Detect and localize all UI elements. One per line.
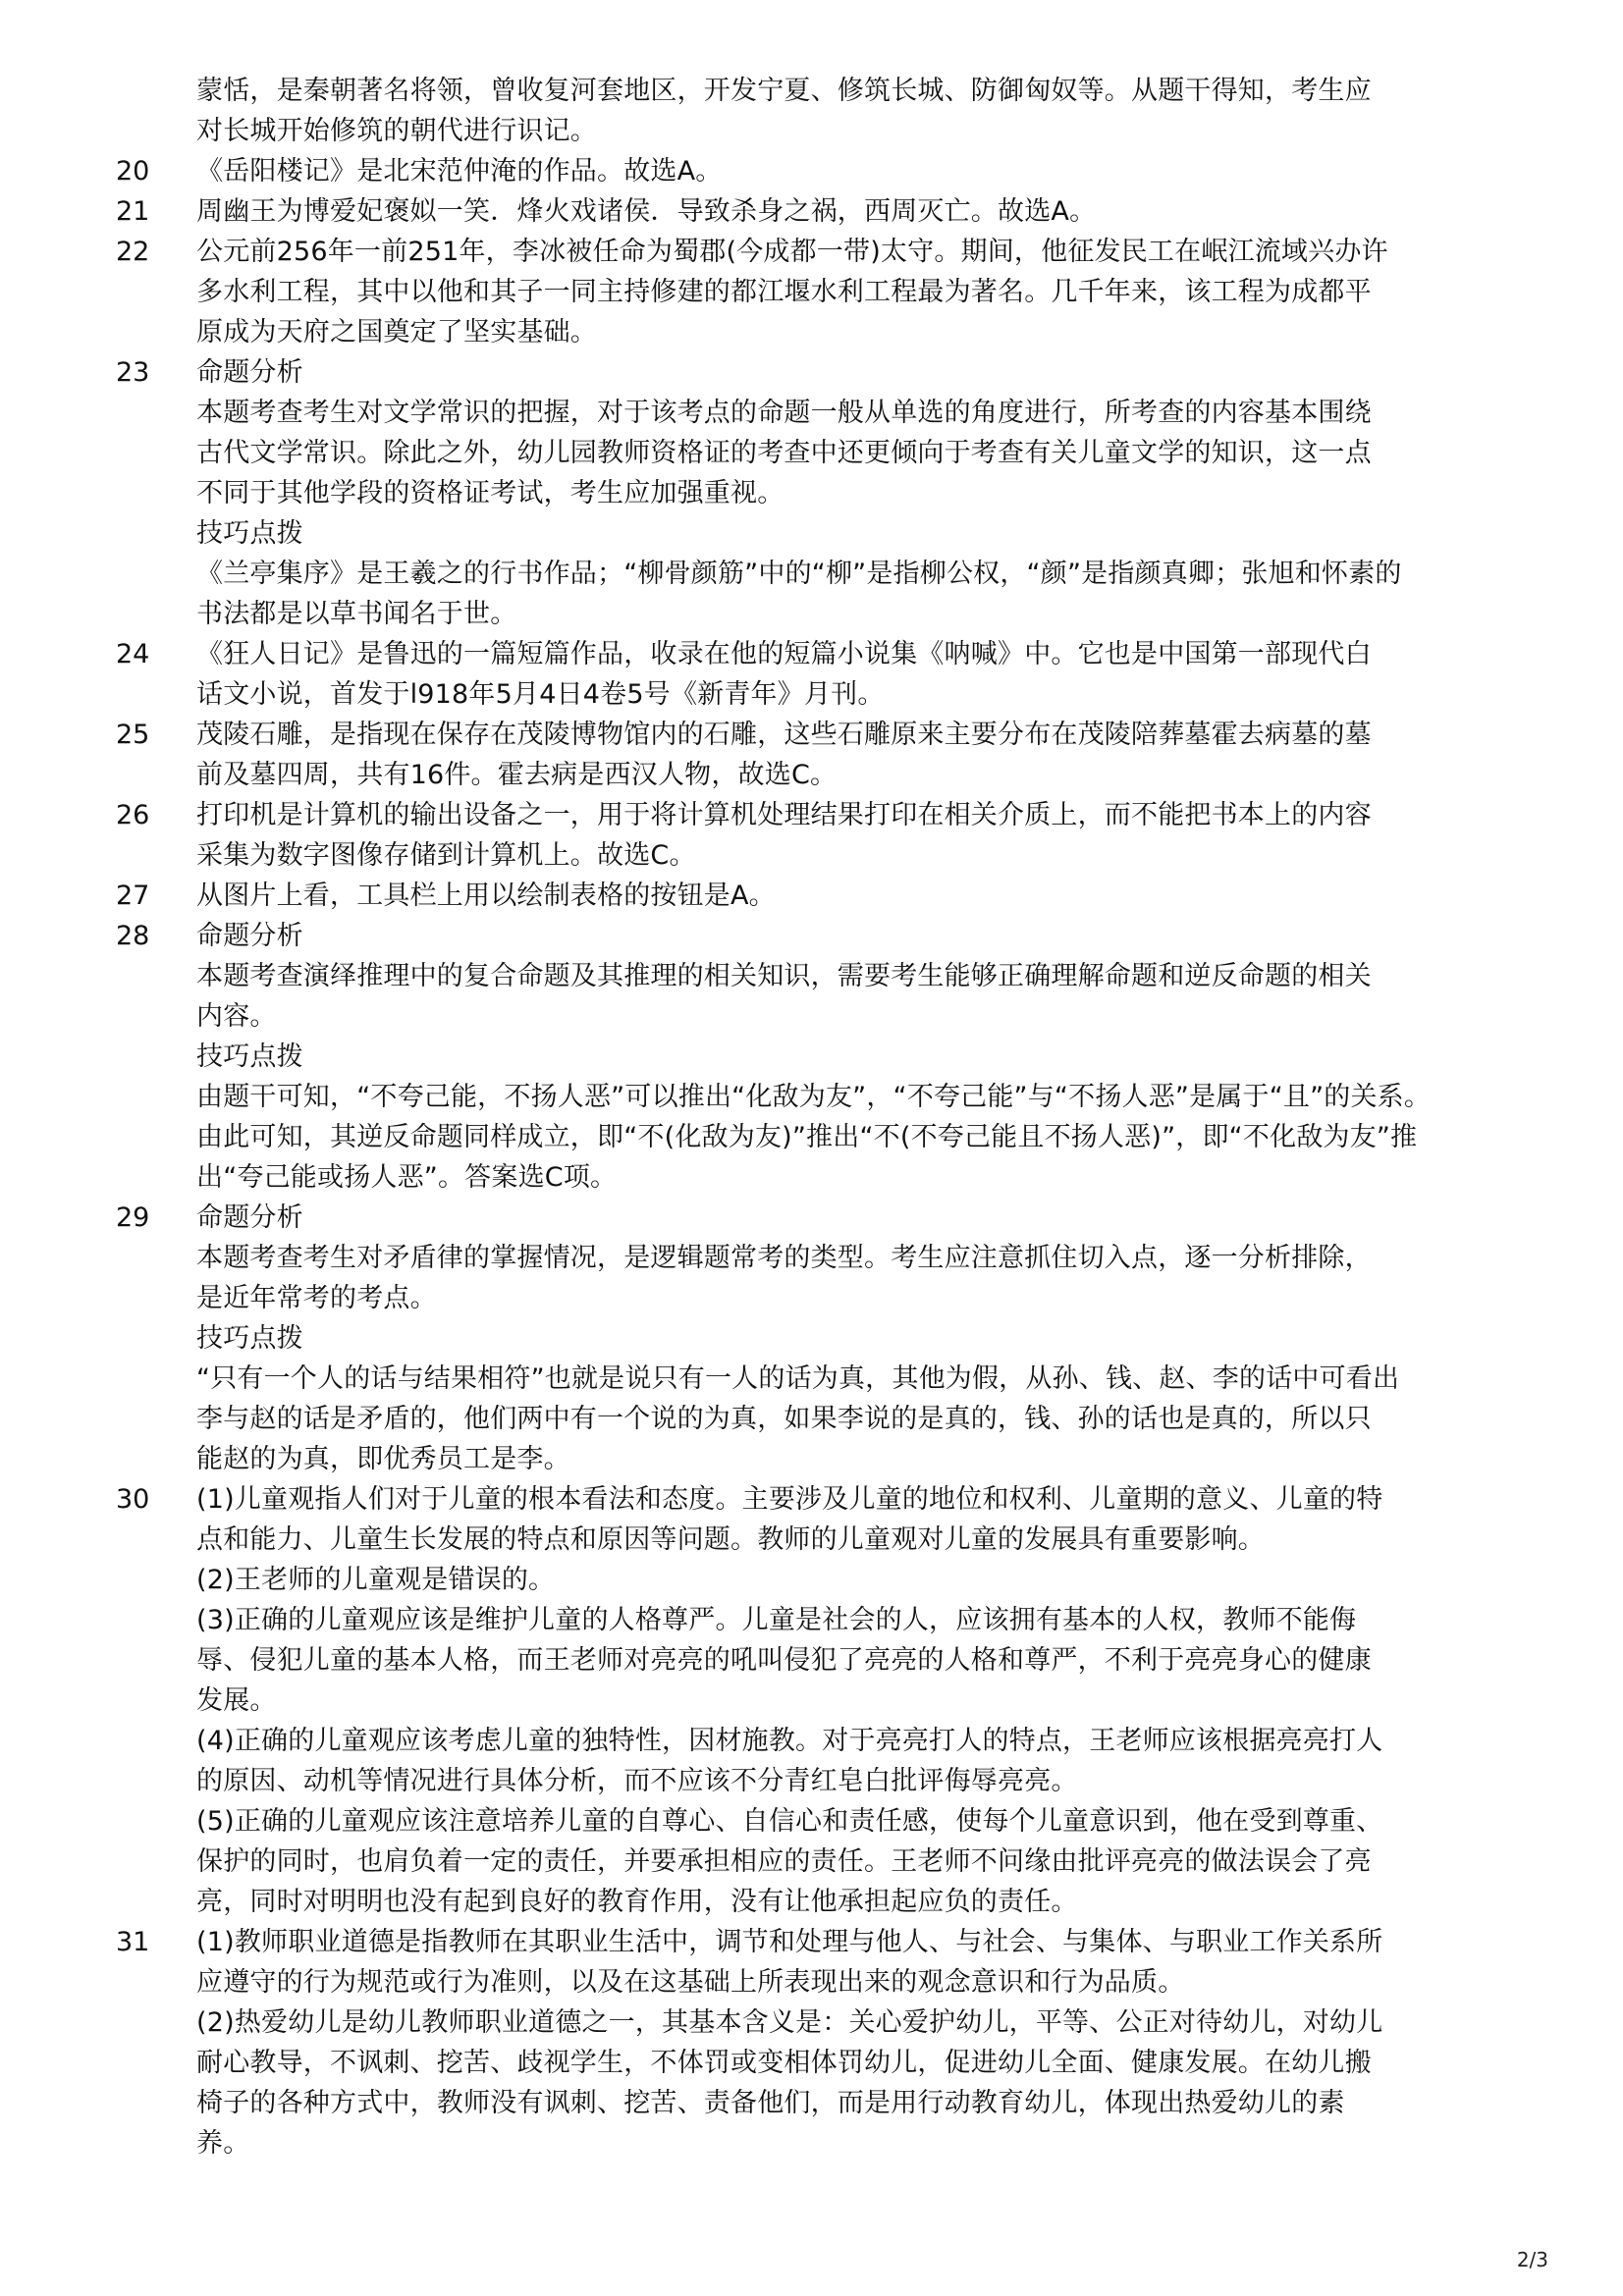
answer-entry <box>116 1198 1510 1479</box>
answer-entry <box>116 634 1510 715</box>
text-line: 李与赵的话是矛盾的，他们两中有一个说的为真，如果李说的是真的，钱、孙的话也是真的，所以只 <box>196 1404 1372 1434</box>
answer-entry <box>116 715 1510 795</box>
answer-entry <box>116 1479 1510 1922</box>
text-line: 从图片上看，工具栏上用以绘制表格的按钮是A。 <box>196 881 776 911</box>
answer-list <box>116 71 1510 2163</box>
question-number: 29 <box>116 1202 150 1233</box>
text-line: 打印机是计算机的输出设备之一，用于将计算机处理结果打印在相关介质上，而不能把书本上的内容 <box>196 800 1372 830</box>
answer-entry <box>116 876 1510 916</box>
text-line: 椅子的各种方式中，教师没有讽刺、挖苦、责备他们，而是用行动教育幼儿，体现出热爱幼儿的素 <box>196 2088 1345 2118</box>
answer-entry <box>116 1922 1510 2163</box>
question-number: 20 <box>116 156 150 187</box>
text-line: (5)正确的儿童观应该注意培养儿童的自尊心、自信心和责任感，使每个儿童意识到，他在受到尊重、 <box>196 1806 1383 1837</box>
text-line: “只有一个人的话与结果相符”也就是说只有一人的话为真，其他为假，从孙、钱、赵、李的话中可看出 <box>196 1363 1400 1394</box>
text-line: 公元前256年一前251年，李冰被任命为蜀郡(今成都一带)太守。期间，他征发民工在岷江流域兴办许 <box>196 237 1388 267</box>
text-line: 本题考查考生对文学常识的把握，对于该考点的命题一般从单选的角度进行，所考查的内容基本围绕 <box>196 398 1372 428</box>
text-line: 不同于其他学段的资格证考试，考生应加强重视。 <box>196 478 784 508</box>
answer-text <box>196 876 1510 916</box>
question-number: 22 <box>116 237 150 267</box>
text-line: 命题分析 <box>196 921 303 951</box>
answer-entry <box>116 352 1510 634</box>
answer-text <box>196 795 1510 876</box>
text-line: 《岳阳楼记》是北宋范仲淹的作品。故选A。 <box>196 156 723 187</box>
answer-text <box>196 715 1510 795</box>
text-line: 的原因、动机等情况进行具体分析，而不应该不分青红皂白批评侮辱亮亮。 <box>196 1766 1078 1796</box>
text-line: 能赵的为真，即优秀员工是李。 <box>196 1444 570 1474</box>
text-line: 周幽王为博爱妃褒姒一笑．烽火戏诸侯．导致杀身之祸，西周灭亡。故选A。 <box>196 196 1097 227</box>
text-line: 是近年常考的考点。 <box>196 1283 437 1313</box>
text-line: 《兰亭集序》是王羲之的行书作品；“柳骨颜筋”中的“柳”是指柳公权，“颜”是指颜真卿；张旭和怀素的 <box>196 559 1402 589</box>
text-line: 耐心教导，不讽刺、挖苦、歧视学生，不体罚或变相体罚幼儿，促进幼儿全面、健康发展。在幼儿搬 <box>196 2048 1372 2078</box>
answer-entry <box>116 191 1510 232</box>
question-number: 25 <box>116 720 150 750</box>
text-line: (1)儿童观指人们对于儿童的根本看法和态度。主要涉及儿童的地位和权利、儿童期的意义、儿童的特 <box>196 1484 1383 1515</box>
text-line: 茂陵石雕，是指现在保存在茂陵博物馆内的石雕，这些石雕原来主要分布在茂陵陪葬墓霍去病墓的墓 <box>196 720 1372 750</box>
text-line: 点和能力、儿童生长发展的特点和原因等问题。教师的儿童观对儿童的发展具有重要影响。 <box>196 1524 1265 1555</box>
text-line: 采集为数字图像存储到计算机上。故选C。 <box>196 840 696 871</box>
text-line: 技巧点拨 <box>196 1323 303 1354</box>
answer-entry <box>116 232 1510 352</box>
text-line: 由题干可知，“不夸己能，不扬人恶”可以推出“化敌为友”，“不夸己能”与“不扬人恶”是属于“且”的关系。 <box>196 1082 1432 1112</box>
question-number: 27 <box>116 881 150 911</box>
answer-text <box>196 352 1510 634</box>
text-line: 命题分析 <box>196 1202 303 1233</box>
text-line: 《狂人日记》是鲁迅的一篇短篇作品，收录在他的短篇小说集《呐喊》中。它也是中国第一部现代白 <box>196 639 1372 669</box>
text-line: 古代文学常识。除此之外，幼儿园教师资格证的考查中还更倾向于考查有关儿童文学的知识，这一点 <box>196 438 1372 468</box>
answer-text <box>196 1479 1510 1922</box>
text-line: 辱、侵犯儿童的基本人格，而王老师对亮亮的吼叫侵犯了亮亮的人格和尊严，不利于亮亮身心的健康 <box>196 1645 1372 1676</box>
text-line: (1)教师职业道德是指教师在其职业生活中，调节和处理与他人、与社会、与集体、与职业工作关系所 <box>196 1927 1383 1957</box>
text-line: 由此可知，其逆反命题同样成立，即“不(化敌为友)”推出“不(不夸己能且不扬人恶)”，即“不化敌为友”推 <box>196 1122 1418 1152</box>
text-line: 亮，同时对明明也没有起到良好的教育作用，没有让他承担起应负的责任。 <box>196 1887 1078 1917</box>
question-number: 24 <box>116 639 150 669</box>
text-line: (3)正确的儿童观应该是维护儿童的人格尊严。儿童是社会的人，应该拥有基本的人权，教师不能侮 <box>196 1605 1357 1635</box>
answer-entry <box>116 151 1510 191</box>
question-number: 21 <box>116 196 150 227</box>
answer-text <box>196 151 1510 191</box>
answer-text <box>196 232 1510 352</box>
text-line: 养。 <box>196 2128 250 2159</box>
question-number: 26 <box>116 800 150 830</box>
text-line: 应遵守的行为规范或行为准则，以及在这基础上所表现出来的观念意识和行为品质。 <box>196 1967 1185 1998</box>
answer-text <box>196 634 1510 715</box>
text-line: 前及墓四周，共有16件。霍去病是西汉人物，故选C。 <box>196 760 838 790</box>
text-line: 对长城开始修筑的朝代进行识记。 <box>196 116 597 146</box>
text-line: 蒙恬，是秦朝著名将领，曾收复河套地区，开发宁夏、修筑长城、防御匈奴等。从题干得知，考生应 <box>196 76 1372 106</box>
text-line: 内容。 <box>196 1001 277 1032</box>
answer-text <box>196 71 1510 151</box>
text-line: 书法都是以草书闻名于世。 <box>196 599 517 629</box>
text-line: 多水利工程，其中以他和其子一同主持修建的都江堰水利工程最为著名。几千年来，该工程为成都平 <box>196 277 1372 307</box>
answer-entry <box>116 71 1510 151</box>
text-line: 命题分析 <box>196 357 303 388</box>
answer-text <box>196 1922 1510 2163</box>
answer-text <box>196 916 1510 1198</box>
page-number: 2/3 <box>1516 2248 1548 2271</box>
answer-entry <box>116 795 1510 876</box>
question-number: 23 <box>116 357 150 388</box>
answer-text <box>196 191 1510 232</box>
text-line: 出“夸己能或扬人恶”。答案选C项。 <box>196 1162 618 1193</box>
text-line: (4)正确的儿童观应该考虑儿童的独特性，因材施教。对于亮亮打人的特点，王老师应该根据亮亮打人 <box>196 1726 1383 1756</box>
text-line: 技巧点拨 <box>196 518 303 549</box>
text-line: 原成为天府之国奠定了坚实基础。 <box>196 317 597 347</box>
question-number: 28 <box>116 921 150 951</box>
text-line: 技巧点拨 <box>196 1041 303 1072</box>
text-line: (2)王老师的儿童观是错误的。 <box>196 1565 556 1595</box>
question-number: 31 <box>116 1927 150 1957</box>
answer-text <box>196 1198 1510 1479</box>
question-number: 30 <box>116 1484 150 1515</box>
text-line: 本题考查演绎推理中的复合命题及其推理的相关知识，需要考生能够正确理解命题和逆反命题的相关 <box>196 961 1372 991</box>
text-line: 本题考查考生对矛盾律的掌握情况，是逻辑题常考的类型。考生应注意抓住切入点，逐一分析排除， <box>196 1243 1372 1273</box>
answer-entry <box>116 916 1510 1198</box>
text-line: (2)热爱幼儿是幼儿教师职业道德之一，其基本含义是：关心爱护幼儿，平等、公正对待幼儿，对幼儿 <box>196 2007 1383 2038</box>
text-line: 发展。 <box>196 1685 277 1716</box>
text-line: 话文小说，首发于l918年5月4日4卷5号《新青年》月刊。 <box>196 679 885 710</box>
text-line: 保护的同时，也肩负着一定的责任，并要承担相应的责任。王老师不问缘由批评亮亮的做法误会了亮 <box>196 1846 1372 1877</box>
